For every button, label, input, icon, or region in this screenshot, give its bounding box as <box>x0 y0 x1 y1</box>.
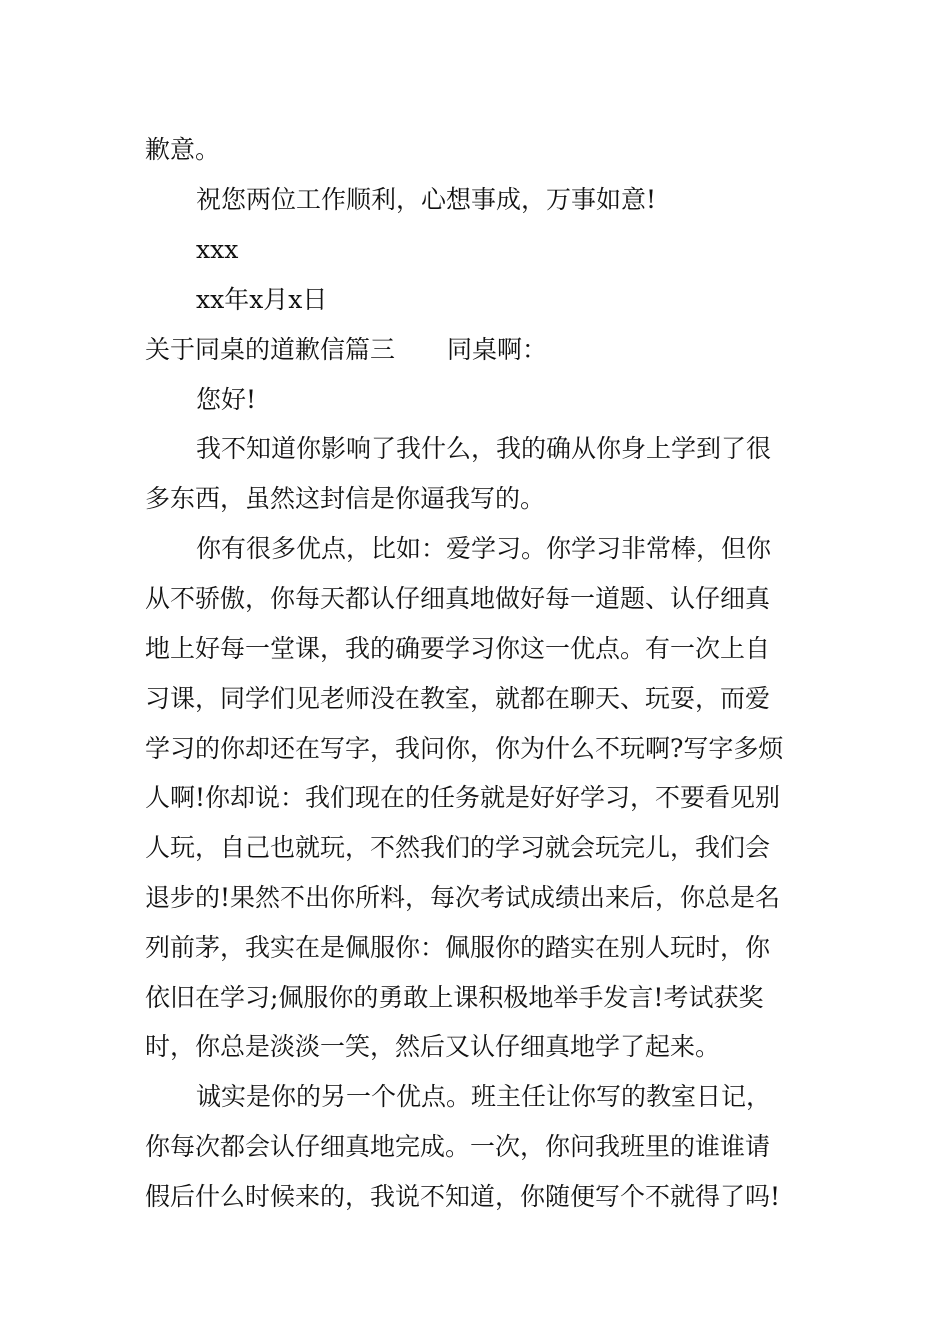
paragraph-line: 习课，同学们见老师没在教室，就都在聊天、玩耍，而爱 <box>145 684 771 713</box>
closing-wish: 祝您两位工作顺利，心想事成，万事如意! <box>196 185 657 214</box>
signature: xxx <box>196 235 239 264</box>
paragraph-line: 依旧在学习;佩服你的勇敢上课积极地举手发言!考试获奖 <box>145 983 764 1012</box>
paragraph-line: 地上好每一堂课，我的确要学习你这一优点。有一次上自 <box>145 634 771 663</box>
paragraph-line: 人啊!你却说：我们现在的任务就是好好学习，不要看见别 <box>145 783 781 812</box>
heading-greeting: 同桌啊： <box>447 335 548 364</box>
text-line: 歉意。 <box>145 135 221 164</box>
heading-title: 关于同桌的道歉信篇三 <box>145 335 396 364</box>
paragraph-line: 假后什么时候来的，我说不知道，你随便写个不就得了吗! <box>145 1182 781 1211</box>
section-heading <box>145 335 825 365</box>
paragraph-line: 时，你总是淡淡一笑，然后又认仔细真地学了起来。 <box>145 1032 721 1061</box>
paragraph-line: 你每次都会认仔细真地完成。一次，你问我班里的谁谁请 <box>145 1132 771 1161</box>
paragraph-line: 多东西，虽然这封信是你逼我写的。 <box>145 484 546 513</box>
paragraph-line: 我不知道你影响了我什么，我的确从你身上学到了很 <box>196 434 772 463</box>
paragraph-line: 人玩，自己也就玩，不然我们的学习就会玩完儿，我们会 <box>145 833 771 862</box>
date-line: xx年x月x日 <box>196 285 328 314</box>
paragraph-line: 从不骄傲，你每天都认仔细真地做好每一道题、认仔细真 <box>145 584 771 613</box>
paragraph-line: 诚实是你的另一个优点。班主任让你写的教室日记， <box>196 1082 772 1111</box>
greeting-hello: 您好! <box>196 385 257 414</box>
paragraph-line: 退步的!果然不出你所料，每次考试成绩出来后，你总是名 <box>145 883 781 912</box>
paragraph-line: 列前茅，我实在是佩服你：佩服你的踏实在别人玩时，你 <box>145 933 771 962</box>
paragraph-line: 学习的你却还在写字，我问你，你为什么不玩啊?写字多烦 <box>145 734 784 763</box>
paragraph-line: 你有很多优点，比如：爱学习。你学习非常棒，但你 <box>196 534 772 563</box>
